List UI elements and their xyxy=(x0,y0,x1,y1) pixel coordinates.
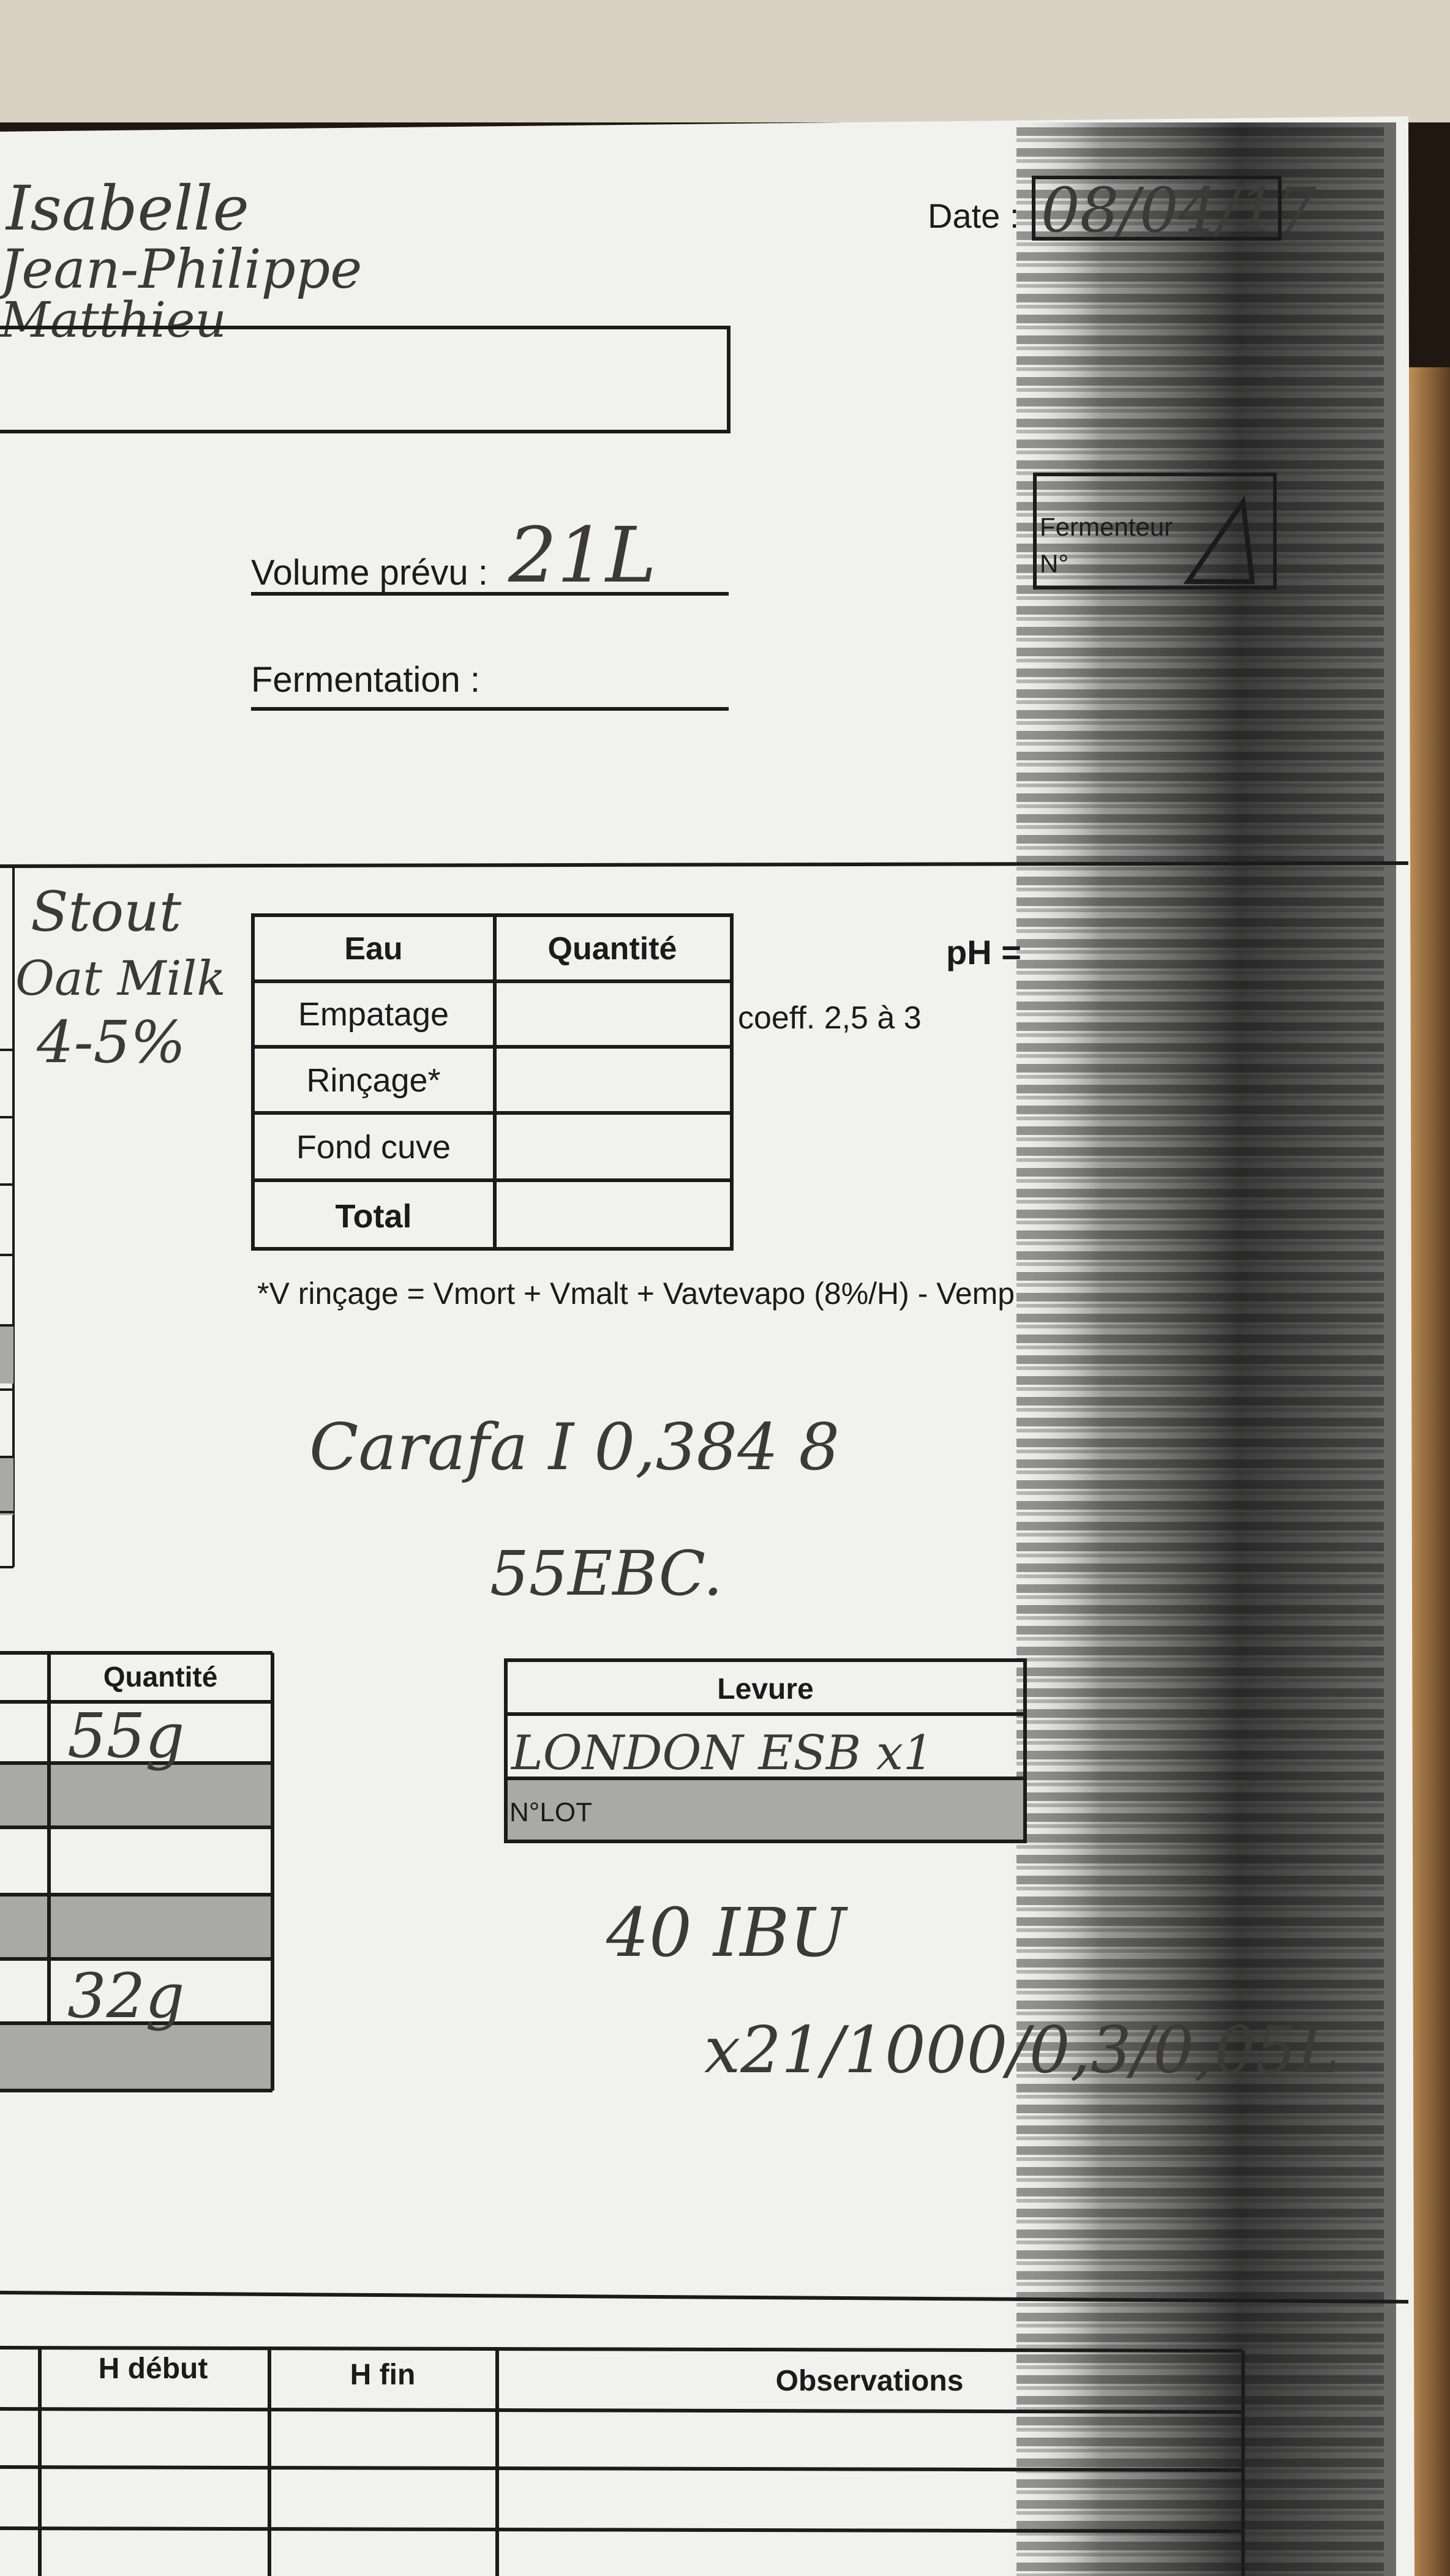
yeast-value: LONDON ESB x1 xyxy=(511,1726,934,1781)
style-note: Stout xyxy=(31,880,182,944)
fermenter-no-label: N° xyxy=(1040,549,1069,578)
ph-label: pH = xyxy=(946,933,1021,972)
top-paper xyxy=(0,0,1450,122)
brewer-name: Jean-Philippe xyxy=(0,238,362,301)
log-header-h-fin: H fin xyxy=(350,2359,416,2391)
yeast-lot-label: N°LOT xyxy=(509,1797,592,1827)
yeast-header: Levure xyxy=(717,1673,814,1705)
toner-stripes xyxy=(1016,122,1384,2576)
hops-quantity: 55g xyxy=(67,1700,185,1772)
fermentation-label: Fermentation : xyxy=(251,660,480,700)
log-header-h-debut: H début xyxy=(98,2353,208,2385)
ibu-note: 40 IBU xyxy=(606,1893,846,1972)
volume-value: 21L xyxy=(508,511,657,600)
rinse-footnote: *V rinçage = Vmort + Vmalt + Vavtevapo (8%/H) - Vemp xyxy=(257,1276,1015,1311)
brewer-name: Isabelle xyxy=(6,173,249,244)
water-row-label: Empatage xyxy=(298,996,449,1033)
hops-header-quantite: Quantité xyxy=(103,1661,218,1693)
log-header-observations: Observations xyxy=(775,2365,964,2397)
water-header-quantite: Quantité xyxy=(547,931,677,967)
water-row-label: Fond cuve xyxy=(296,1129,451,1166)
color-note: 55EBC. xyxy=(490,1538,723,1609)
volume-label: Volume prévu : xyxy=(251,553,488,593)
water-row-label: Rinçage* xyxy=(306,1062,441,1099)
brewer-name: Matthieu xyxy=(0,291,227,348)
water-header-eau: Eau xyxy=(344,931,403,967)
hops-quantity: 32g xyxy=(67,1960,185,2032)
water-row-label: Total xyxy=(335,1198,412,1235)
date-label: Date : xyxy=(928,197,1020,235)
style-note: 4-5% xyxy=(37,1009,186,1076)
fermenter-label: Fermenteur xyxy=(1040,512,1173,541)
coeff-note: coeff. 2,5 à 3 xyxy=(738,1000,922,1036)
ibu-formula: x21/1000/0,3/0,05L xyxy=(704,2013,1339,2087)
malt-note: Carafa I 0,384 8 xyxy=(309,1410,840,1485)
style-note: Oat Milk xyxy=(15,951,226,1006)
date-value: 08/04/17 xyxy=(1041,174,1317,246)
